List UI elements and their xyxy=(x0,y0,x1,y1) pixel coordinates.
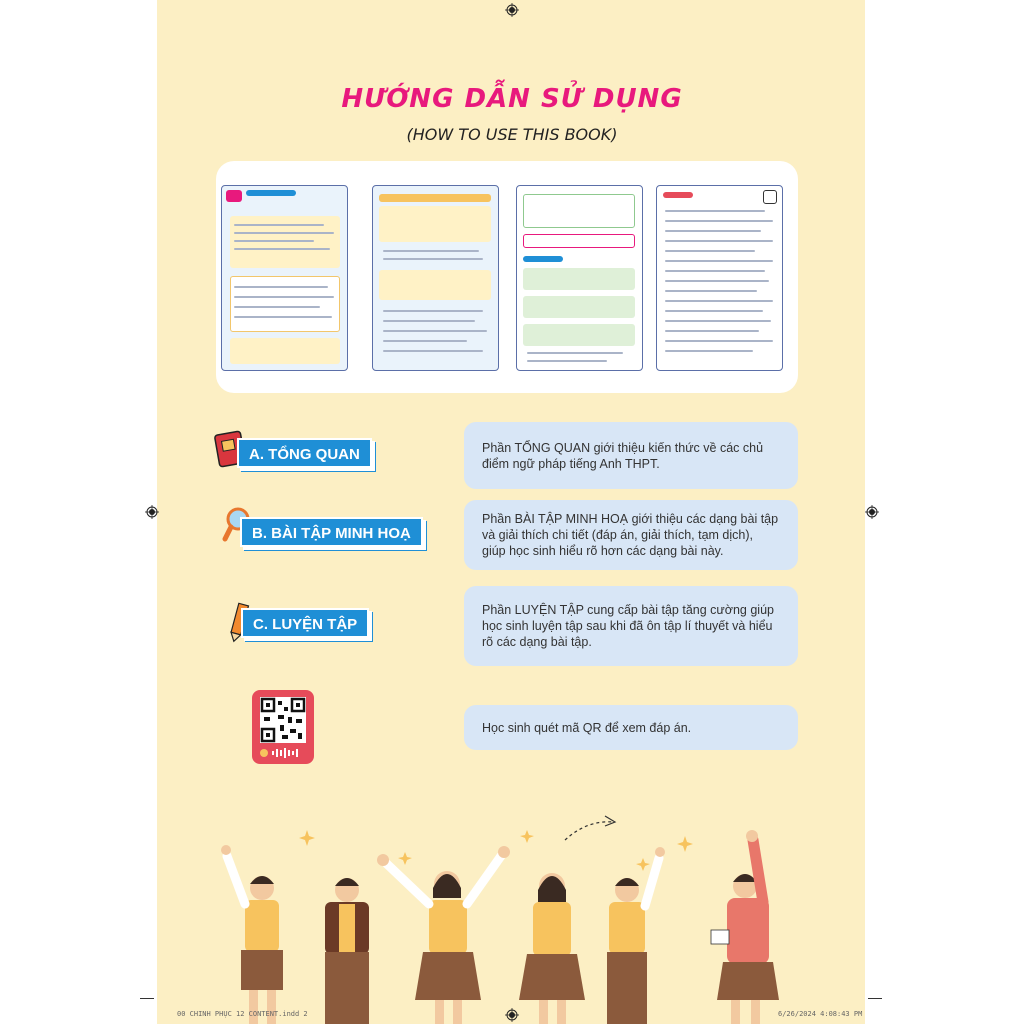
page-thumbnail xyxy=(516,185,643,371)
crop-mark xyxy=(868,998,882,999)
page-thumbnail xyxy=(656,185,783,371)
page-thumbnail xyxy=(372,185,499,371)
section-c-label: C. LUYỆN TẬP xyxy=(241,608,369,638)
section-c-description: Phần LUYỆN TẬP cung cấp bài tập tăng cường giúp học sinh luyện tập sau khi đã ôn tập lí thuyết và hiểu rõ các dạng bài tập. xyxy=(464,586,798,666)
section-a-label: A. TỔNG QUAN xyxy=(237,438,372,468)
qr-description: Học sinh quét mã QR để xem đáp án. xyxy=(464,705,798,750)
page-thumbnail xyxy=(221,185,348,371)
page-title: HƯỚNG DẪN SỬ DỤNG xyxy=(341,84,683,114)
registration-mark-icon xyxy=(505,3,519,17)
print-slug-left: 00 CHINH PHỤC 12 CONTENT.indd 2 xyxy=(177,1010,308,1018)
registration-mark-icon xyxy=(865,505,879,519)
registration-mark-icon xyxy=(145,505,159,519)
cheering-students-illustration xyxy=(157,800,865,1024)
print-slug-right: 6/26/2024 4:08:43 PM xyxy=(778,1010,863,1018)
preview-panel xyxy=(216,161,798,393)
qr-pattern-icon xyxy=(260,697,306,743)
crop-mark xyxy=(140,998,154,999)
audio-wave-icon xyxy=(258,748,308,758)
qr-code-icon xyxy=(252,690,314,764)
section-a-description: Phần TỔNG QUAN giới thiệu kiến thức về các chủ điểm ngữ pháp tiếng Anh THPT. xyxy=(464,422,798,489)
page-subtitle: (HOW TO USE THIS BOOK) xyxy=(406,125,618,144)
section-b-label: B. BÀI TẬP MINH HOẠ xyxy=(240,517,423,547)
section-b-description: Phần BÀI TẬP MINH HOẠ giới thiệu các dạng bài tập và giải thích chi tiết (đáp án, giải thích, tạm dịch), giúp học sinh hiểu rõ hơn các dạng bài này. xyxy=(464,500,798,570)
